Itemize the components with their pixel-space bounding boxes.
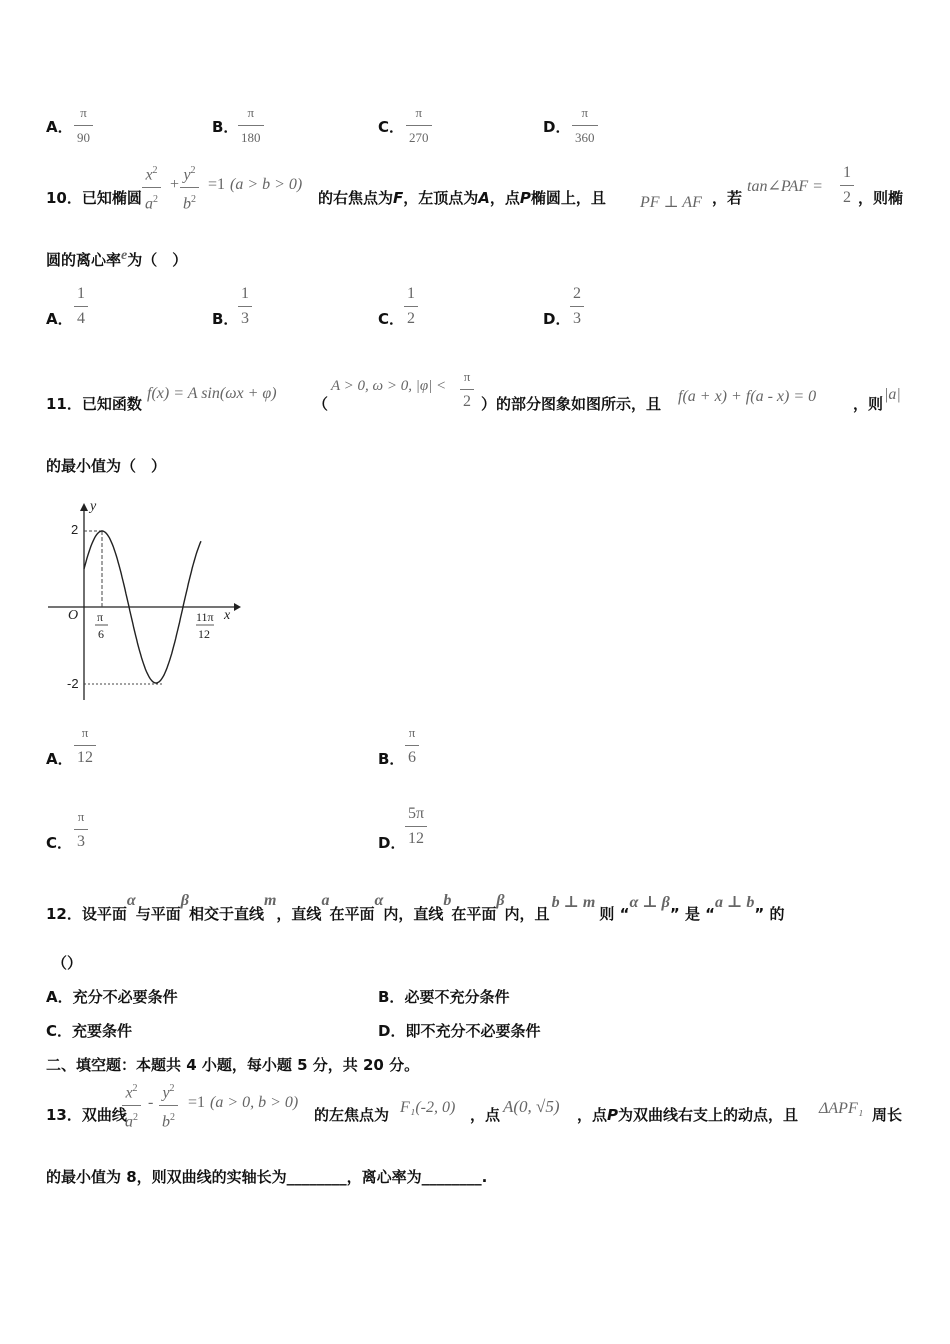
q10-option-d-label: D．: [543, 310, 571, 328]
q13-x-term: $x^2$ $a^2$: [122, 1080, 141, 1132]
x-axis-label: x: [224, 608, 231, 623]
q11-option-d-value: 5π 12: [405, 805, 427, 848]
x-tick2-num: 11π: [196, 610, 214, 624]
q13-triangle: ΔAPF₁: [819, 1100, 864, 1117]
q9-option-c-value: π 270: [406, 104, 432, 147]
q10-eq-rhs: =1: [208, 176, 226, 193]
q9-option-b-value: π 180: [238, 104, 264, 147]
q10-condition: (a > b > 0): [230, 176, 303, 193]
q12-option-a: A．充分不必要条件: [46, 988, 178, 1006]
q10-text-1: 的右焦点为F，左顶点为A，点P椭圆上，且: [318, 189, 606, 207]
q9-option-a-label: A．: [46, 118, 73, 136]
q10-option-d-value: 2 3: [570, 285, 584, 328]
q11-abs-a: |a|: [884, 386, 901, 403]
q11-option-c-label: C．: [46, 834, 73, 852]
q11-option-c-value: π 3: [74, 808, 88, 851]
q10-line2: 圆的离心率e为（ ）: [46, 248, 188, 269]
q12-option-b: B．必要不充分条件: [378, 988, 510, 1006]
q11-option-b-value: π 6: [405, 724, 419, 767]
q11-option-d-label: D．: [378, 834, 406, 852]
q13-A: A(0, √5): [503, 1097, 560, 1116]
q11-option-a-label: A．: [46, 750, 73, 768]
q11-cond-open: （: [313, 395, 329, 413]
y-min-label: -2: [67, 676, 79, 691]
q10-option-b-label: B．: [212, 310, 239, 328]
q13-minus: -: [148, 1094, 154, 1111]
q10-ellipse-x-term: $x^2$ $a^2$: [142, 162, 161, 214]
q9-option-a-value: π 90: [74, 104, 93, 147]
q10-text-5: ，若: [712, 189, 743, 207]
q11-text-1: ）的部分图象如图所示，且: [481, 395, 662, 413]
x-tick1-num: π: [97, 610, 104, 624]
q9-option-b-label: B．: [212, 118, 239, 136]
origin-label: O: [68, 608, 79, 623]
q10-ellipse-y-term: $y^2$ $b^2$: [180, 162, 199, 214]
q11-option-a-value: π 12: [74, 724, 96, 767]
q11-option-b-label: B．: [378, 750, 405, 768]
x-tick2-den: 12: [198, 627, 210, 641]
q11-line2: 的最小值为（ ）: [46, 457, 167, 475]
q10-option-b-value: 1 3: [238, 285, 252, 328]
q13-y-term: $y^2$ $b^2$: [159, 1080, 178, 1132]
q11-cond-frac: π 2: [460, 368, 474, 411]
q10-plus: +: [170, 176, 180, 193]
q11-prefix: 11．已知函数: [46, 395, 142, 413]
q13-eq-rhs: =1: [188, 1094, 206, 1111]
x-tick1-den: 6: [98, 627, 104, 641]
y-max-label: 2: [71, 522, 79, 537]
q13-condition: (a > 0, b > 0): [210, 1094, 299, 1111]
y-axis-label: y: [90, 499, 97, 514]
q12-line1: 12．设平面 α 与平面 β 相交于直线 m ，直线 a 在平面 α 内，直线 b 在平面 β 内，且 b ⊥ m 则 “ α ⊥ β ” 是 “ a ⊥ b ” 的: [46, 892, 785, 923]
q12-option-c: C．充要条件: [46, 1022, 133, 1040]
q10-option-c-label: C．: [378, 310, 405, 328]
q13-text-3: ，点P为双曲线右支上的动点，且: [577, 1106, 799, 1124]
q13-prefix: 13．双曲线: [46, 1106, 127, 1124]
q10-tan: tan∠PAF =: [747, 178, 823, 195]
y-axis-arrow: [80, 503, 88, 511]
q13-text-1: 的左焦点为: [314, 1106, 390, 1124]
q10-perp: PF ⊥ AF: [640, 194, 702, 211]
q10-option-c-value: 1 2: [404, 285, 418, 328]
q12-line2: （）: [52, 954, 83, 972]
q13-text-5: 周长: [872, 1106, 903, 1124]
q11-text-2: ，则: [853, 395, 884, 413]
q11-sine-graph: [46, 495, 246, 710]
x-axis-arrow: [234, 603, 241, 611]
q9-option-d-value: π 360: [572, 104, 598, 147]
q10-option-a-value: 1 4: [74, 285, 88, 328]
q10-tan-value: 1 2: [840, 164, 854, 207]
q11-condition: A > 0, ω > 0, |φ| <: [331, 378, 447, 394]
q9-option-d-label: D．: [543, 118, 571, 136]
q13-text-2: ，点: [470, 1106, 501, 1124]
q10-option-a-label: A．: [46, 310, 73, 328]
q12-option-d: D．即不充分不必要条件: [378, 1022, 541, 1040]
q11-equation: f(a + x) + f(a - x) = 0: [678, 388, 817, 405]
q10-text-6: ，则椭: [858, 189, 904, 207]
section-2-heading: 二、填空题：本题共 4 小题，每小题 5 分，共 20 分。: [46, 1056, 420, 1074]
q11-function: f(x) = A sin(ωx + φ): [147, 385, 277, 402]
q9-option-c-label: C．: [378, 118, 405, 136]
q13-line2: 的最小值为 8，则双曲线的实轴长为________，离心率为________.: [46, 1168, 488, 1186]
q13-F1: F₁(-2, 0): [400, 1099, 456, 1116]
q10-prefix: 10．已知椭圆: [46, 189, 142, 207]
